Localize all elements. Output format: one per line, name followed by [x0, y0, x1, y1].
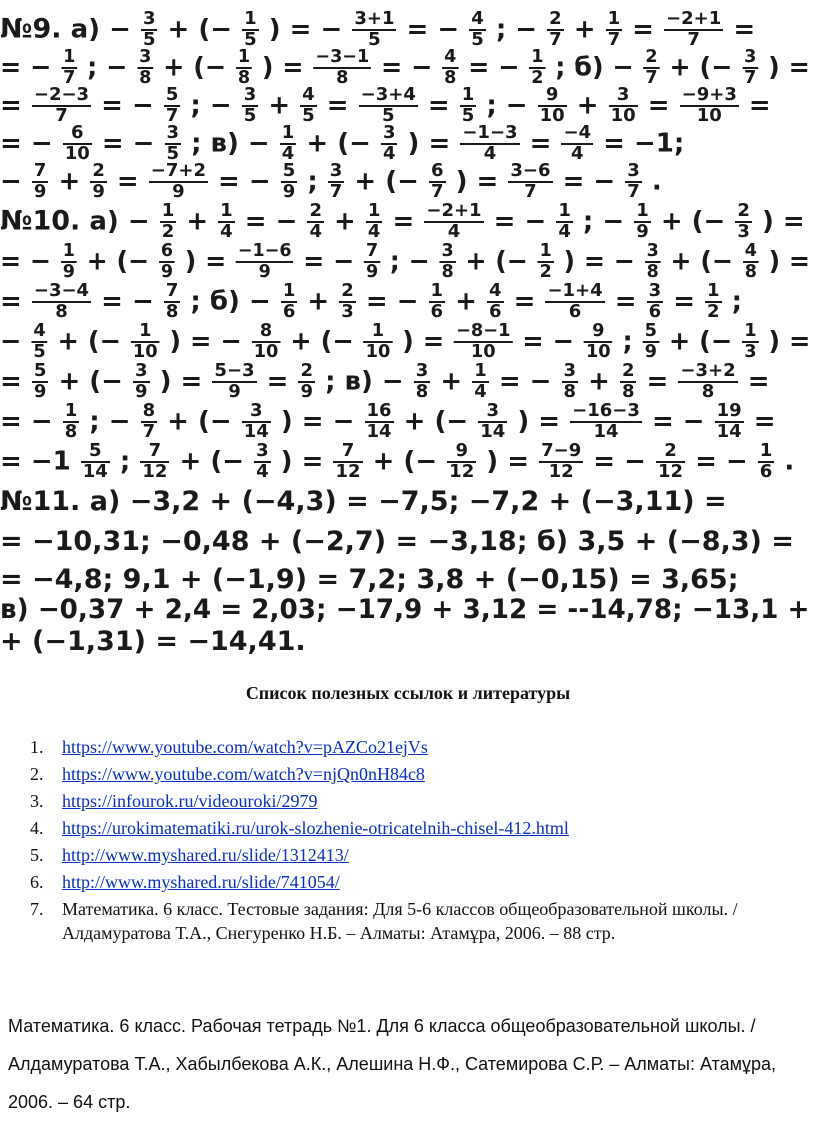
fraction: $\frac{2}{7}$: [549, 8, 562, 50]
part-label: а): [70, 14, 101, 45]
operator: ) =: [184, 246, 227, 277]
operator: ) =: [761, 206, 805, 237]
operator: ; −: [89, 406, 131, 437]
operator: =: [0, 286, 22, 317]
operator: = −: [244, 206, 298, 237]
fraction: $\frac{1}{2}$: [539, 240, 552, 282]
operator: = −: [381, 52, 433, 83]
reference-link[interactable]: http://www.myshared.ru/slide/741054/: [62, 872, 340, 892]
operator: +: [307, 286, 330, 317]
fraction: $\frac{4}{8}$: [744, 240, 757, 282]
fraction: $\frac{5}{7}$: [165, 84, 179, 126]
operator: = −: [695, 446, 748, 477]
math-line: [0, 86, 771, 126]
item-number: 1.: [30, 737, 44, 757]
fraction: $\frac{3}{6}$: [648, 280, 662, 322]
operator: =: [116, 166, 139, 197]
reference-item: [30, 762, 810, 786]
item-number: 4.: [30, 818, 44, 838]
operator: −: [0, 326, 22, 357]
fraction: $\frac{16}{14}$: [366, 400, 392, 442]
math-line: [0, 528, 794, 555]
fraction: $\frac{7}{12}$: [335, 440, 361, 482]
operator: ; −: [389, 246, 430, 277]
fraction: $\frac{1}{4}$: [558, 200, 571, 242]
operator: +: [334, 206, 356, 237]
fraction: $\frac{1}{2}$: [707, 280, 720, 322]
operator: = −: [101, 128, 155, 159]
operator: =: [266, 366, 289, 397]
operator: = −: [101, 90, 154, 121]
operator: + (−: [163, 52, 227, 83]
fraction: $\frac{2}{4}$: [309, 200, 322, 242]
math-line: [0, 596, 810, 623]
fraction: $\frac{-8-1}{10}$: [456, 320, 511, 362]
operator: =: [632, 14, 654, 45]
fraction: $\frac{3}{4}$: [256, 440, 269, 482]
fraction: $\frac{5}{14}$: [82, 440, 108, 482]
operator: ; −: [495, 14, 538, 45]
operator: + (−: [660, 206, 726, 237]
fraction: $\frac{-2+1}{7}$: [666, 8, 722, 50]
fraction: $\frac{8}{7}$: [142, 400, 156, 442]
fraction: $\frac{7-9}{12}$: [541, 440, 582, 482]
fraction: $\frac{3}{9}$: [135, 360, 148, 402]
reference-link[interactable]: https://infourok.ru/videouroki/2979: [62, 791, 318, 811]
operator: + (−: [306, 128, 371, 159]
fraction: $\frac{-1+4}{6}$: [547, 280, 603, 322]
fraction: $\frac{5}{9}$: [33, 360, 47, 402]
operator: + (−: [290, 326, 354, 357]
operator: =: [513, 286, 536, 317]
fraction: $\frac{-1-3}{4}$: [462, 122, 518, 164]
fraction: $\frac{6}{7}$: [430, 160, 444, 202]
fraction: $\frac{1}{10}$: [132, 320, 158, 362]
operator: ) = −: [268, 14, 343, 45]
fraction: $\frac{1}{8}$: [64, 400, 78, 442]
operator: = −: [365, 286, 419, 317]
reference-item: [30, 870, 810, 894]
fraction: $\frac{3-6}{7}$: [510, 160, 551, 202]
fraction: $\frac{1}{7}$: [63, 46, 76, 88]
operator: ) =: [455, 166, 499, 197]
fraction: $\frac{-3+4}{5}$: [360, 84, 416, 126]
fraction: $\frac{3}{8}$: [415, 360, 429, 402]
operator: = −1;: [603, 128, 685, 159]
fraction: $\frac{1}{9}$: [62, 240, 75, 282]
operator: +: [268, 90, 291, 121]
math-line: [0, 124, 684, 164]
operator: ; −: [87, 52, 128, 83]
references-title: Список полезных ссылок и литературы: [245, 683, 571, 703]
operator: ) = −: [280, 406, 355, 437]
operator: −: [109, 14, 131, 45]
fraction: $\frac{2}{8}$: [621, 360, 635, 402]
operator: =: [647, 90, 670, 121]
operator: .: [651, 166, 662, 197]
operator: + (−: [354, 166, 419, 197]
references-list: [30, 735, 810, 948]
operator: ) = −: [563, 246, 635, 277]
fraction: $\frac{2}{3}$: [341, 280, 354, 322]
fraction: $\frac{4}{5}$: [33, 320, 46, 362]
operator: ) = −: [169, 326, 242, 357]
operator: +: [573, 14, 596, 45]
fraction: $\frac{1}{6}$: [430, 280, 444, 322]
fraction: $\frac{3}{5}$: [142, 8, 156, 50]
math-line: [0, 566, 739, 593]
reference-link[interactable]: https://urokimatematiki.ru/urok-slozhenie-otricatelnih-chisel-412.html: [62, 818, 569, 838]
operator: =: [326, 90, 349, 121]
fraction: $\frac{3}{8}$: [441, 240, 454, 282]
operator: +: [186, 206, 209, 237]
fraction: $\frac{2}{9}$: [300, 360, 314, 402]
operator: + (−: [669, 52, 733, 83]
fraction: $\frac{3}{7}$: [329, 160, 343, 202]
expression: в) −0,37 + 2,4 = 2,03; −17,9 + 3,12 = --14,78; −13,1 +: [0, 594, 810, 625]
operator: =: [753, 406, 776, 437]
reference-text: Математика. 6 класс. Тестовые задания: Для 5-6 классов общеобразовательной школы. /Алдамуратова Т.А., Снегуренко Н.Б. – Алматы: Атамұра, 2006. – 88 стр.: [62, 899, 738, 943]
math-line: [0, 10, 755, 50]
operator: = −: [303, 246, 355, 277]
operator: ; −: [486, 90, 528, 121]
operator: ) =: [280, 446, 324, 477]
operator: = −: [218, 166, 271, 197]
fraction: $\frac{3}{5}$: [243, 84, 257, 126]
fraction: $\frac{-3-1}{8}$: [315, 46, 370, 88]
fraction: $\frac{2}{7}$: [645, 46, 658, 88]
operator: ) =: [159, 366, 203, 397]
item-number: 7.: [30, 899, 44, 919]
operator: ;: [119, 446, 131, 477]
operator: = −: [522, 326, 575, 357]
operator: +: [58, 166, 81, 197]
math-line: [0, 402, 776, 442]
fraction: $\frac{1}{4}$: [474, 360, 487, 402]
fraction: $\frac{9}{10}$: [585, 320, 611, 362]
operator: ; в) −: [191, 128, 270, 159]
fraction: $\frac{9}{10}$: [539, 84, 565, 126]
fraction: $\frac{3}{7}$: [627, 160, 640, 202]
operator: = −: [651, 406, 705, 437]
operator: ) =: [768, 52, 810, 83]
operator: +: [588, 366, 610, 397]
reference-item: [30, 843, 810, 867]
operator: = −: [0, 128, 53, 159]
operator: =: [427, 90, 450, 121]
operator: + (−: [403, 406, 469, 437]
operator: = −: [0, 246, 52, 277]
fraction: $\frac{1}{3}$: [744, 320, 757, 362]
fraction: $\frac{3}{8}$: [646, 240, 659, 282]
operator: + (−: [179, 446, 245, 477]
math-line: [0, 282, 742, 322]
expression: = −10,31; −0,48 + (−2,7) = −3,18; б) 3,5 + (−8,3) =: [0, 526, 794, 557]
operator: ; б) −: [555, 52, 634, 83]
fraction: $\frac{1}{6}$: [759, 440, 773, 482]
fraction: $\frac{6}{9}$: [160, 240, 174, 282]
fraction: $\frac{7}{9}$: [33, 160, 47, 202]
fraction: $\frac{4}{8}$: [444, 46, 457, 88]
problem-number: №10.: [0, 205, 81, 237]
fraction: $\frac{-16-3}{14}$: [572, 400, 640, 442]
problem-number: №11.: [0, 486, 81, 517]
reference-link[interactable]: https://www.youtube.com/watch?v=pAZCo21ejVs: [62, 737, 428, 757]
fraction: $\frac{3}{4}$: [382, 122, 396, 164]
item-number: 3.: [30, 791, 44, 811]
item-number: 5.: [30, 845, 44, 865]
fraction: $\frac{1}{4}$: [281, 122, 295, 164]
operator: +: [440, 366, 463, 397]
operator: ; в) −: [325, 366, 404, 397]
operator: .: [784, 446, 795, 477]
item-number: 2.: [30, 764, 44, 784]
fraction: $\frac{3}{14}$: [480, 400, 506, 442]
reference-item: [30, 816, 810, 840]
operator: ) =: [261, 52, 304, 83]
operator: а) −: [89, 206, 150, 237]
operator: ;: [307, 166, 318, 197]
item-number: 6.: [30, 872, 44, 892]
fraction: $\frac{-2+1}{4}$: [426, 200, 482, 242]
math-line: [0, 322, 810, 362]
reference-extra: Математика. 6 класс. Рабочая тетрадь №1. Для 6 класса общеобразовательной школы. /Алдамуратова Т.А., Хабылбекова А.К., Алешина Н.Ф., Сатемирова С.Р. – Алматы: Атамұра, 2006. – 64 стр.: [8, 1016, 777, 1112]
reference-link[interactable]: http://www.myshared.ru/slide/1312413/: [62, 845, 349, 865]
expression: а) −3,2 + (−4,3) = −7,5; −7,2 + (−3,11) =: [89, 486, 727, 517]
operator: =: [614, 286, 637, 317]
operator: = −: [0, 52, 52, 83]
operator: = −1: [0, 446, 71, 477]
fraction: $\frac{5}{9}$: [644, 320, 657, 362]
fraction: $\frac{2}{3}$: [737, 200, 750, 242]
operator: = −: [0, 406, 53, 437]
reference-link[interactable]: https://www.youtube.com/watch?v=njQn0nH84c8: [62, 764, 425, 784]
math-line: [0, 162, 662, 202]
operator: −: [0, 166, 22, 197]
problem-number: №9.: [0, 13, 62, 45]
math-line: [0, 242, 810, 282]
operator: =: [673, 286, 695, 317]
operator: ) =: [407, 128, 451, 159]
operator: ) =: [517, 406, 561, 437]
fraction: $\frac{1}{4}$: [220, 200, 233, 242]
fraction: $\frac{-9+3}{10}$: [681, 84, 737, 126]
operator: ) =: [768, 246, 811, 277]
fraction: $\frac{4}{5}$: [302, 84, 315, 126]
expression: = −4,8; 9,1 + (−1,9) = 7,2; 3,8 + (−0,15) = 3,65;: [0, 564, 739, 595]
fraction: $\frac{1}{7}$: [607, 8, 621, 50]
operator: ) =: [768, 326, 811, 357]
fraction: $\frac{3}{8}$: [563, 360, 577, 402]
fraction: $\frac{3}{10}$: [610, 84, 636, 126]
fraction: $\frac{7}{8}$: [165, 280, 179, 322]
fraction: $\frac{5-3}{9}$: [214, 360, 255, 402]
fraction: $\frac{1}{2}$: [531, 46, 544, 88]
fraction: $\frac{5}{9}$: [282, 160, 296, 202]
reference-item: [30, 789, 810, 813]
expression: + (−1,31) = −14,41.: [0, 626, 306, 657]
operator: ;: [622, 326, 633, 357]
fraction: $\frac{3+1}{5}$: [354, 8, 395, 50]
operator: +: [455, 286, 477, 317]
operator: = −: [498, 366, 552, 397]
operator: ) =: [486, 446, 530, 477]
operator: +: [576, 90, 599, 121]
operator: =: [733, 14, 756, 45]
fraction: $\frac{-2-3}{7}$: [33, 84, 90, 126]
reference-item: [30, 897, 810, 945]
fraction: $\frac{-3+2}{8}$: [680, 360, 736, 402]
math-line: [0, 202, 805, 242]
fraction: $\frac{4}{5}$: [471, 8, 484, 50]
reference-item: [30, 735, 810, 759]
operator: = −: [406, 14, 460, 45]
math-line: [0, 488, 727, 515]
fraction: $\frac{-1-6}{9}$: [237, 240, 292, 282]
operator: =: [747, 366, 770, 397]
operator: ) =: [402, 326, 445, 357]
operator: = −: [468, 52, 520, 83]
fraction: $\frac{1}{5}$: [461, 84, 475, 126]
math-line: [0, 442, 794, 482]
operator: + (−: [167, 14, 233, 45]
operator: + (−: [670, 246, 734, 277]
fraction: $\frac{1}{6}$: [282, 280, 296, 322]
fraction: $\frac{3}{5}$: [166, 122, 180, 164]
math-line: [0, 362, 769, 402]
operator: ; −: [190, 90, 232, 121]
fraction: $\frac{7}{12}$: [142, 440, 168, 482]
operator: ;: [731, 286, 743, 317]
operator: = −: [593, 446, 646, 477]
operator: + (−: [86, 246, 150, 277]
fraction: $\frac{1}{10}$: [365, 320, 391, 362]
fraction: $\frac{2}{9}$: [92, 160, 105, 202]
fraction: $\frac{-7+2}{9}$: [150, 160, 206, 202]
fraction: $\frac{1}{2}$: [161, 200, 175, 242]
operator: =: [646, 366, 669, 397]
fraction: $\frac{1}{4}$: [367, 200, 381, 242]
operator: =: [0, 366, 22, 397]
operator: + (−: [465, 246, 528, 277]
operator: + (−: [57, 326, 122, 357]
operator: ; −: [582, 206, 625, 237]
operator: + (−: [372, 446, 438, 477]
fraction: $\frac{19}{14}$: [716, 400, 742, 442]
fraction: $\frac{3}{8}$: [139, 46, 152, 88]
fraction: $\frac{3}{14}$: [243, 400, 269, 442]
operator: =: [0, 90, 22, 121]
fraction: $\frac{3}{7}$: [744, 46, 757, 88]
operator: =: [748, 90, 771, 121]
operator: + (−: [668, 326, 733, 357]
fraction: $\frac{1}{5}$: [244, 8, 257, 50]
operator: + (−: [58, 366, 123, 397]
fraction: $\frac{-3-4}{8}$: [33, 280, 90, 322]
operator: = −: [562, 166, 616, 197]
fraction: $\frac{7}{9}$: [365, 240, 379, 282]
fraction: $\frac{6}{10}$: [64, 122, 90, 164]
fraction: $\frac{4}{6}$: [489, 280, 502, 322]
fraction: $\frac{1}{8}$: [237, 46, 251, 88]
math-line: [0, 48, 810, 88]
operator: + (−: [167, 406, 232, 437]
fraction: $\frac{1}{9}$: [636, 200, 649, 242]
operator: =: [392, 206, 415, 237]
fraction: $\frac{8}{10}$: [253, 320, 279, 362]
fraction: $\frac{2}{12}$: [657, 440, 684, 482]
operator: ; б) −: [190, 286, 271, 317]
operator: = −: [493, 206, 547, 237]
math-line: [0, 628, 306, 655]
fraction: $\frac{9}{12}$: [449, 440, 475, 482]
operator: =: [529, 128, 552, 159]
operator: = −: [101, 286, 154, 317]
fraction: $\frac{-4}{4}$: [563, 122, 592, 164]
